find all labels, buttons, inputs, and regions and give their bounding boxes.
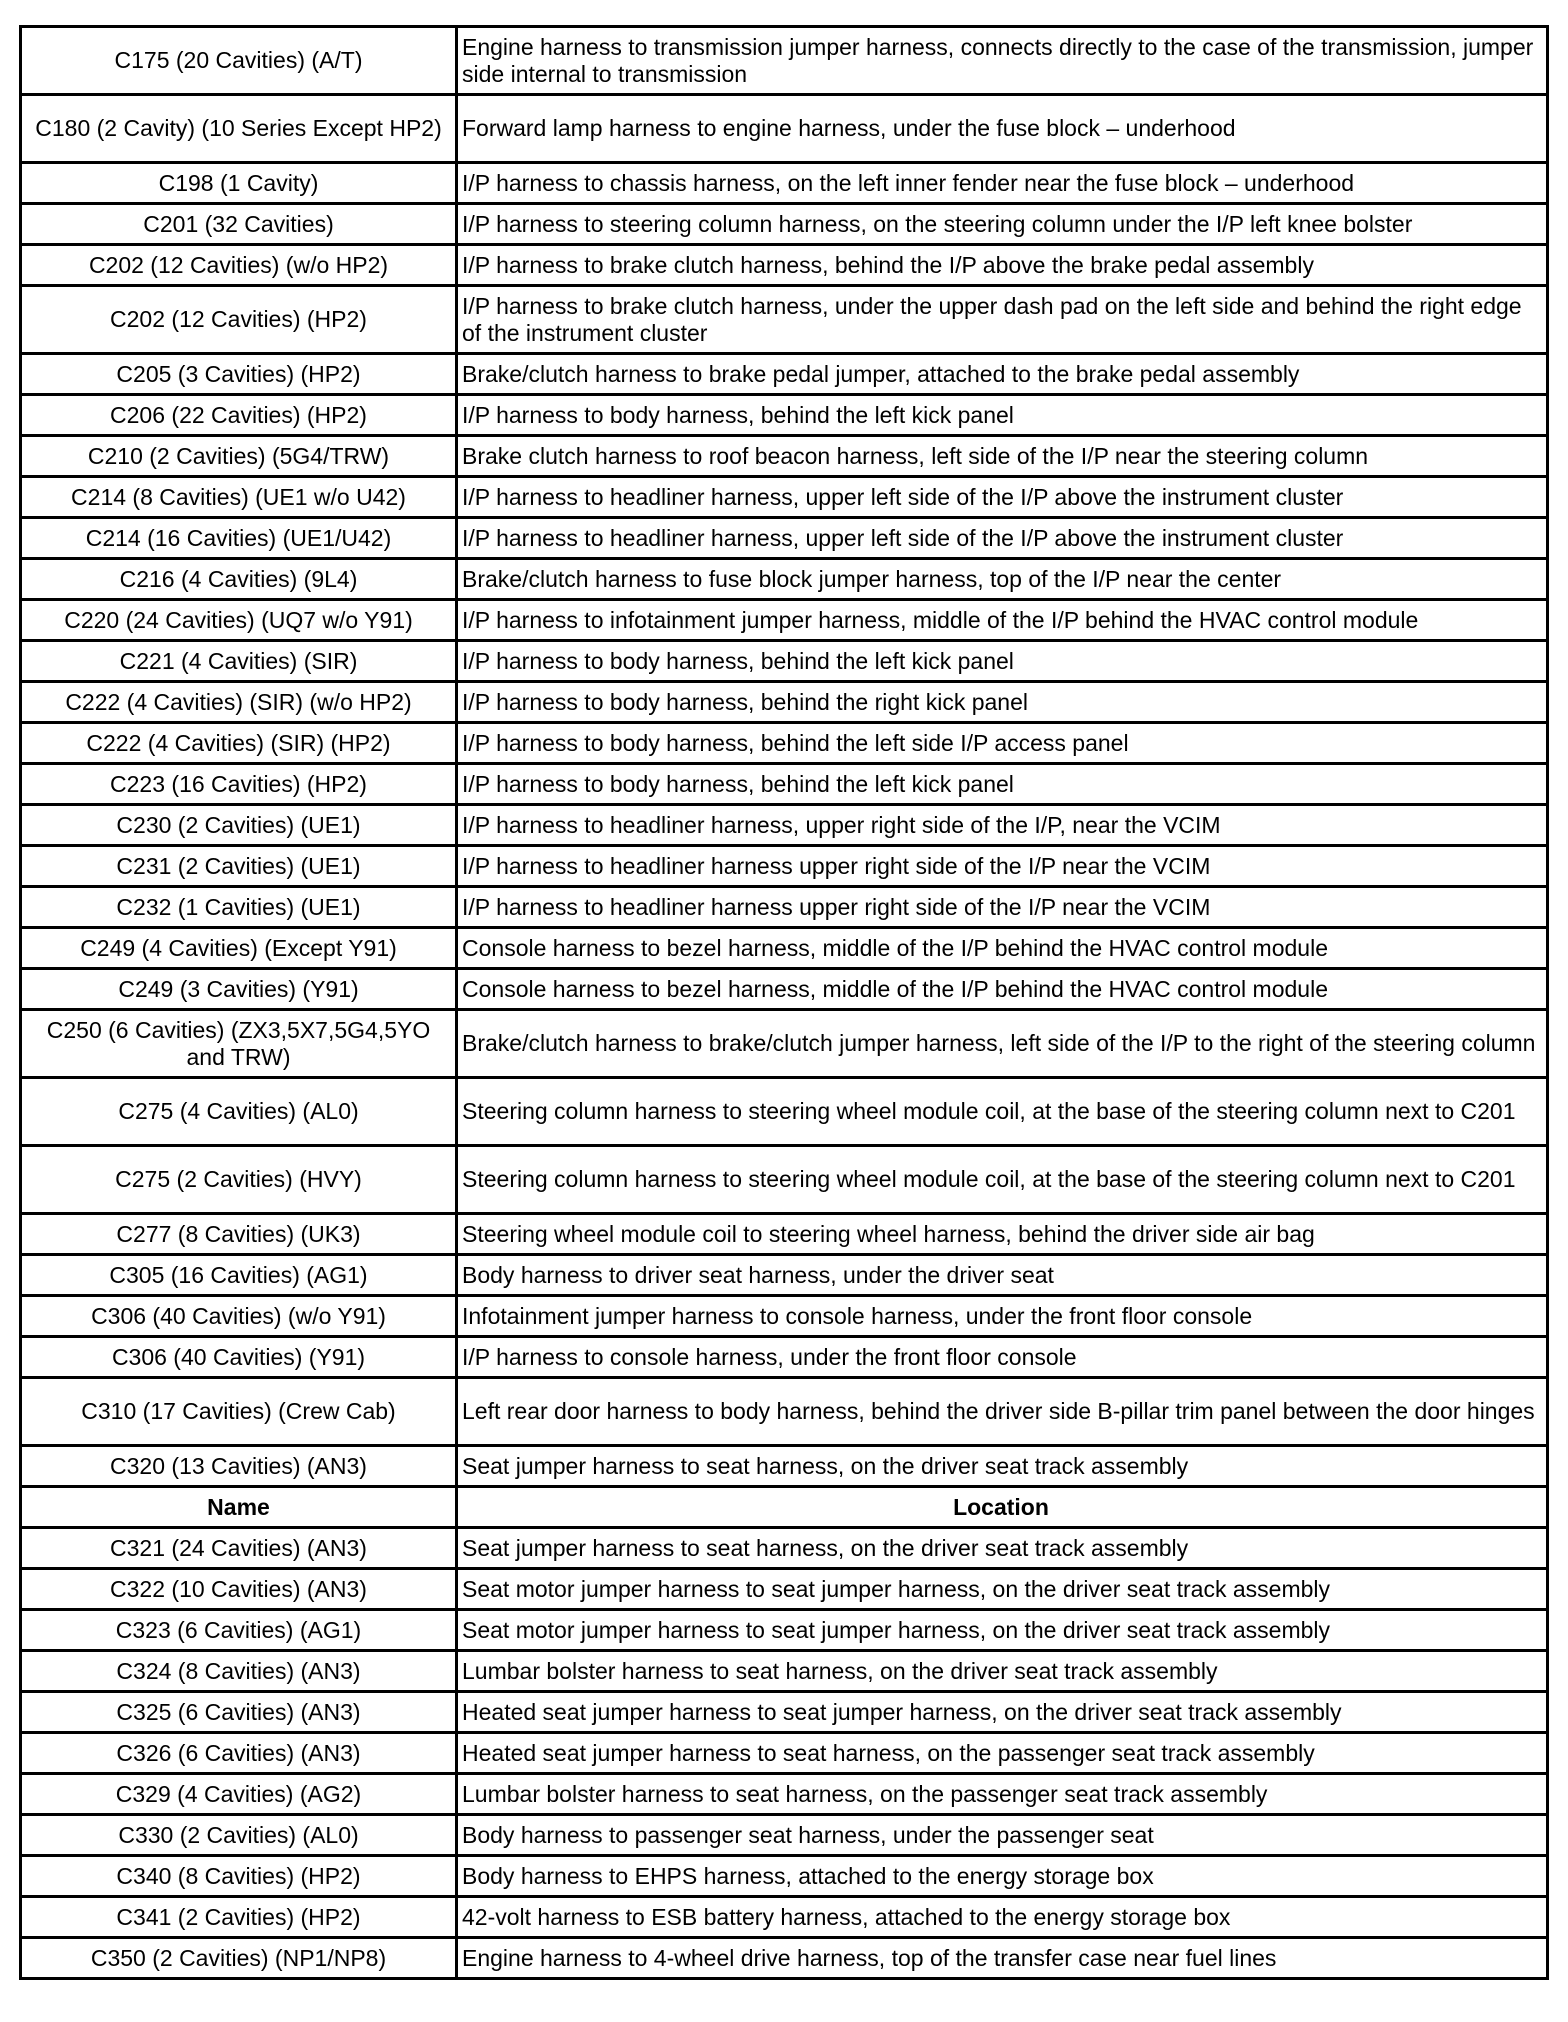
- connector-location-cell: 42-volt harness to ESB battery harness, attached to the energy storage box: [457, 1897, 1548, 1938]
- table-row: [21, 95, 1548, 163]
- connector-location-cell: I/P harness to brake clutch harness, under the upper dash pad on the left side and behind the right edge of the instrument cluster: [457, 286, 1548, 354]
- connector-name-cell: C205 (3 Cavities) (HP2): [21, 354, 457, 395]
- connector-location-cell: I/P harness to headliner harness, upper right side of the I/P, near the VCIM: [457, 805, 1548, 846]
- table-row: [21, 27, 1548, 95]
- connector-location-cell: Console harness to bezel harness, middle of the I/P behind the HVAC control module: [457, 928, 1548, 969]
- table-row: [21, 1897, 1548, 1938]
- table-row: [21, 1651, 1548, 1692]
- connector-location-cell: I/P harness to infotainment jumper harness, middle of the I/P behind the HVAC control module: [457, 600, 1548, 641]
- connector-name-cell: C277 (8 Cavities) (UK3): [21, 1214, 457, 1255]
- connector-location-cell: Infotainment jumper harness to console harness, under the front floor console: [457, 1296, 1548, 1337]
- column-header-name: Name: [21, 1487, 457, 1528]
- table-row: [21, 286, 1548, 354]
- connector-name-cell: C324 (8 Cavities) (AN3): [21, 1651, 457, 1692]
- connector-name-cell: C350 (2 Cavities) (NP1/NP8): [21, 1938, 457, 1979]
- table-row: [21, 559, 1548, 600]
- connector-location-cell: Console harness to bezel harness, middle of the I/P behind the HVAC control module: [457, 969, 1548, 1010]
- connector-name-cell: C198 (1 Cavity): [21, 163, 457, 204]
- table-row: [21, 1569, 1548, 1610]
- table-row: [21, 204, 1548, 245]
- table-row: [21, 518, 1548, 559]
- connector-location-cell: Seat motor jumper harness to seat jumper harness, on the driver seat track assembly: [457, 1610, 1548, 1651]
- table-row: [21, 1610, 1548, 1651]
- connector-name-cell: C231 (2 Cavities) (UE1): [21, 846, 457, 887]
- connector-name-cell: C330 (2 Cavities) (AL0): [21, 1815, 457, 1856]
- connector-name-cell: C201 (32 Cavities): [21, 204, 457, 245]
- connector-location-cell: Left rear door harness to body harness, behind the driver side B-pillar trim panel between the door hinges: [457, 1378, 1548, 1446]
- connector-location-cell: I/P harness to body harness, behind the left kick panel: [457, 764, 1548, 805]
- connector-location-cell: I/P harness to chassis harness, on the left inner fender near the fuse block – underhood: [457, 163, 1548, 204]
- connector-name-cell: C210 (2 Cavities) (5G4/TRW): [21, 436, 457, 477]
- table-row: [21, 805, 1548, 846]
- connector-name-cell: C222 (4 Cavities) (SIR) (HP2): [21, 723, 457, 764]
- table-row: [21, 1938, 1548, 1979]
- table-row: [21, 1255, 1548, 1296]
- connector-name-cell: C320 (13 Cavities) (AN3): [21, 1446, 457, 1487]
- table-row: [21, 1774, 1548, 1815]
- column-header-location: Location: [457, 1487, 1548, 1528]
- connector-location-cell: Brake clutch harness to roof beacon harness, left side of the I/P near the steering column: [457, 436, 1548, 477]
- connector-location-cell: I/P harness to console harness, under the front floor console: [457, 1337, 1548, 1378]
- connector-location-cell: Body harness to EHPS harness, attached to the energy storage box: [457, 1856, 1548, 1897]
- connector-name-cell: C175 (20 Cavities) (A/T): [21, 27, 457, 95]
- connector-location-cell: Seat jumper harness to seat harness, on the driver seat track assembly: [457, 1528, 1548, 1569]
- table-row: [21, 354, 1548, 395]
- table-row: [21, 723, 1548, 764]
- table-row: [21, 1296, 1548, 1337]
- connector-location-cell: I/P harness to brake clutch harness, behind the I/P above the brake pedal assembly: [457, 245, 1548, 286]
- connector-name-cell: C221 (4 Cavities) (SIR): [21, 641, 457, 682]
- connector-name-cell: C322 (10 Cavities) (AN3): [21, 1569, 457, 1610]
- connector-name-cell: C275 (4 Cavities) (AL0): [21, 1078, 457, 1146]
- connector-location-cell: I/P harness to headliner harness, upper left side of the I/P above the instrument cluster: [457, 518, 1548, 559]
- table-row: [21, 1337, 1548, 1378]
- table-row: [21, 1146, 1548, 1214]
- table-row: [21, 682, 1548, 723]
- connector-table-container: [19, 25, 1546, 1980]
- connector-location-cell: Engine harness to 4-wheel drive harness, top of the transfer case near fuel lines: [457, 1938, 1548, 1979]
- connector-location-cell: I/P harness to body harness, behind the right kick panel: [457, 682, 1548, 723]
- connector-name-cell: C329 (4 Cavities) (AG2): [21, 1774, 457, 1815]
- connector-name-cell: C305 (16 Cavities) (AG1): [21, 1255, 457, 1296]
- connector-name-cell: C202 (12 Cavities) (HP2): [21, 286, 457, 354]
- table-row: [21, 163, 1548, 204]
- connector-name-cell: C250 (6 Cavities) (ZX3,5X7,5G4,5YO and TRW): [21, 1010, 457, 1078]
- connector-name-cell: C249 (4 Cavities) (Except Y91): [21, 928, 457, 969]
- table-row: [21, 1856, 1548, 1897]
- connector-location-cell: Seat jumper harness to seat harness, on the driver seat track assembly: [457, 1446, 1548, 1487]
- connector-location-cell: Heated seat jumper harness to seat harness, on the passenger seat track assembly: [457, 1733, 1548, 1774]
- connector-name-cell: C220 (24 Cavities) (UQ7 w/o Y91): [21, 600, 457, 641]
- connector-name-cell: C306 (40 Cavities) (w/o Y91): [21, 1296, 457, 1337]
- connector-location-cell: I/P harness to headliner harness, upper left side of the I/P above the instrument cluster: [457, 477, 1548, 518]
- table-row: [21, 1733, 1548, 1774]
- connector-location-table: [19, 25, 1549, 1980]
- connector-location-cell: I/P harness to body harness, behind the left kick panel: [457, 395, 1548, 436]
- connector-location-cell: Lumbar bolster harness to seat harness, on the driver seat track assembly: [457, 1651, 1548, 1692]
- connector-location-cell: Steering column harness to steering wheel module coil, at the base of the steering column next to C201: [457, 1146, 1548, 1214]
- table-row: [21, 1528, 1548, 1569]
- table-body: [21, 27, 1548, 1979]
- table-row: [21, 436, 1548, 477]
- connector-location-cell: Brake/clutch harness to fuse block jumper harness, top of the I/P near the center: [457, 559, 1548, 600]
- connector-name-cell: C214 (8 Cavities) (UE1 w/o U42): [21, 477, 457, 518]
- connector-name-cell: C340 (8 Cavities) (HP2): [21, 1856, 457, 1897]
- table-row: [21, 764, 1548, 805]
- connector-location-cell: Steering wheel module coil to steering wheel harness, behind the driver side air bag: [457, 1214, 1548, 1255]
- table-row: [21, 928, 1548, 969]
- connector-name-cell: C310 (17 Cavities) (Crew Cab): [21, 1378, 457, 1446]
- connector-name-cell: C206 (22 Cavities) (HP2): [21, 395, 457, 436]
- connector-location-cell: Heated seat jumper harness to seat jumper harness, on the driver seat track assembly: [457, 1692, 1548, 1733]
- connector-name-cell: C180 (2 Cavity) (10 Series Except HP2): [21, 95, 457, 163]
- table-row: [21, 969, 1548, 1010]
- connector-location-cell: Brake/clutch harness to brake/clutch jumper harness, left side of the I/P to the right of the steering column: [457, 1010, 1548, 1078]
- connector-name-cell: C341 (2 Cavities) (HP2): [21, 1897, 457, 1938]
- table-row: [21, 1214, 1548, 1255]
- connector-location-cell: Steering column harness to steering wheel module coil, at the base of the steering column next to C201: [457, 1078, 1548, 1146]
- table-row: [21, 395, 1548, 436]
- connector-name-cell: C306 (40 Cavities) (Y91): [21, 1337, 457, 1378]
- connector-name-cell: C249 (3 Cavities) (Y91): [21, 969, 457, 1010]
- connector-location-cell: Body harness to driver seat harness, under the driver seat: [457, 1255, 1548, 1296]
- connector-name-cell: C222 (4 Cavities) (SIR) (w/o HP2): [21, 682, 457, 723]
- connector-name-cell: C323 (6 Cavities) (AG1): [21, 1610, 457, 1651]
- connector-location-cell: I/P harness to steering column harness, on the steering column under the I/P left knee bolster: [457, 204, 1548, 245]
- table-row: [21, 1078, 1548, 1146]
- connector-name-cell: C232 (1 Cavities) (UE1): [21, 887, 457, 928]
- table-row: [21, 1692, 1548, 1733]
- connector-name-cell: C326 (6 Cavities) (AN3): [21, 1733, 457, 1774]
- table-row: [21, 477, 1548, 518]
- table-row: [21, 1446, 1548, 1487]
- connector-location-cell: I/P harness to body harness, behind the left side I/P access panel: [457, 723, 1548, 764]
- connector-location-cell: Body harness to passenger seat harness, under the passenger seat: [457, 1815, 1548, 1856]
- connector-name-cell: C223 (16 Cavities) (HP2): [21, 764, 457, 805]
- connector-location-cell: I/P harness to body harness, behind the left kick panel: [457, 641, 1548, 682]
- connector-location-cell: Brake/clutch harness to brake pedal jumper, attached to the brake pedal assembly: [457, 354, 1548, 395]
- connector-location-cell: Seat motor jumper harness to seat jumper harness, on the driver seat track assembly: [457, 1569, 1548, 1610]
- connector-name-cell: C202 (12 Cavities) (w/o HP2): [21, 245, 457, 286]
- connector-name-cell: C321 (24 Cavities) (AN3): [21, 1528, 457, 1569]
- connector-name-cell: C275 (2 Cavities) (HVY): [21, 1146, 457, 1214]
- table-row: [21, 641, 1548, 682]
- table-row: [21, 1815, 1548, 1856]
- connector-location-cell: Engine harness to transmission jumper harness, connects directly to the case of the transmission, jumper side internal to transmission: [457, 27, 1548, 95]
- connector-location-cell: I/P harness to headliner harness upper right side of the I/P near the VCIM: [457, 846, 1548, 887]
- connector-location-cell: Forward lamp harness to engine harness, under the fuse block – underhood: [457, 95, 1548, 163]
- connector-location-cell: I/P harness to headliner harness upper right side of the I/P near the VCIM: [457, 887, 1548, 928]
- connector-name-cell: C214 (16 Cavities) (UE1/U42): [21, 518, 457, 559]
- table-header-row: [21, 1487, 1548, 1528]
- table-row: [21, 1378, 1548, 1446]
- table-row: [21, 245, 1548, 286]
- table-row: [21, 600, 1548, 641]
- connector-location-cell: Lumbar bolster harness to seat harness, on the passenger seat track assembly: [457, 1774, 1548, 1815]
- table-row: [21, 846, 1548, 887]
- table-row: [21, 887, 1548, 928]
- connector-name-cell: C325 (6 Cavities) (AN3): [21, 1692, 457, 1733]
- table-row: [21, 1010, 1548, 1078]
- connector-name-cell: C230 (2 Cavities) (UE1): [21, 805, 457, 846]
- connector-name-cell: C216 (4 Cavities) (9L4): [21, 559, 457, 600]
